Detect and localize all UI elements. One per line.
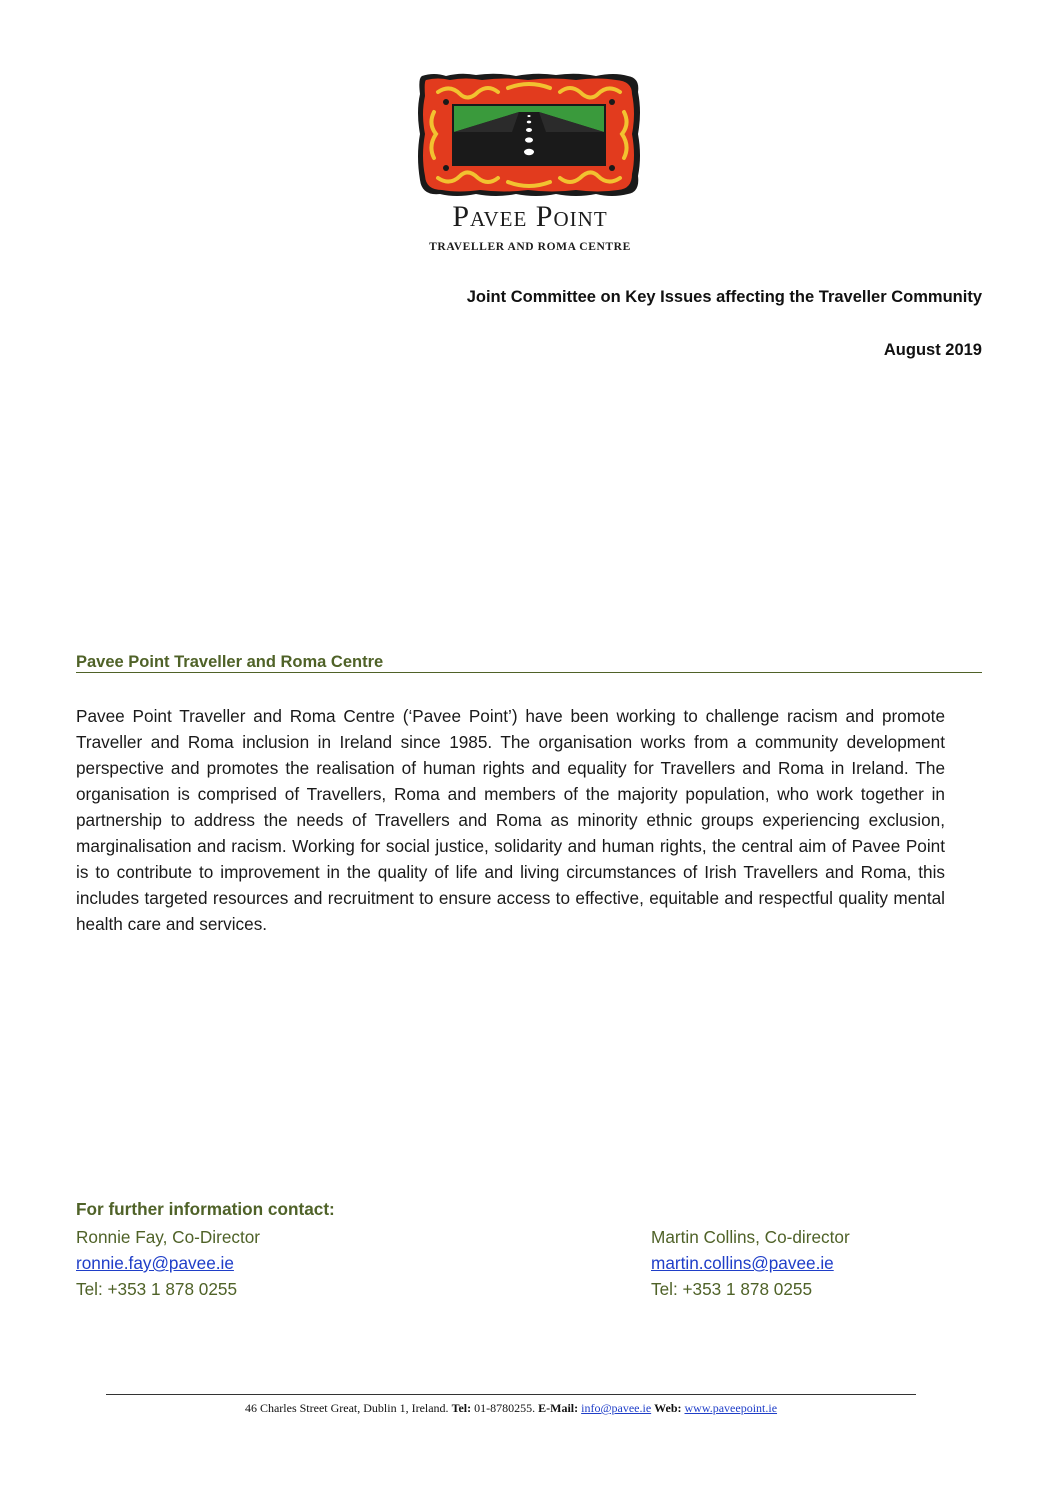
section-heading: Pavee Point Traveller and Roma Centre — [76, 653, 384, 671]
footer-web-link[interactable]: www.paveepoint.ie — [684, 1401, 778, 1415]
contact-tel: Tel: +353 1 878 0255 — [76, 1279, 238, 1299]
contact-martin-collins — [651, 1224, 850, 1302]
footer-divider — [106, 1394, 916, 1395]
contact-email-link[interactable]: ronnie.fay@pavee.ie — [76, 1253, 234, 1273]
document-date: August 2019 — [883, 341, 982, 359]
footer-address: 46 Charles Street Great, Dublin 1, Ireland. — [244, 1401, 449, 1415]
contact-name: Ronnie Fay, Co-Director — [76, 1227, 261, 1247]
footer-tel: 01-8780255. — [474, 1401, 536, 1415]
contact-email-link[interactable]: martin.collins@pavee.ie — [651, 1253, 834, 1273]
pavee-point-logo — [416, 72, 644, 260]
contact-heading: For further information contact: — [76, 1199, 335, 1219]
footer-web-label: Web: — [654, 1401, 682, 1415]
footer-tel-label: Tel: — [451, 1401, 472, 1415]
contact-ronnie-fay — [76, 1224, 260, 1302]
logo-name: Pavee Point — [452, 200, 608, 233]
logo-subtitle: TRAVELLER AND ROMA CENTRE — [429, 241, 631, 253]
section-body-paragraph: Pavee Point Traveller and Roma Centre (‘Pavee Point’) have been working to challenge racism and promote Traveller and Roma inclusion in Ireland since 1985. The organisation works from a community development perspective and promotes the realisation of human rights and equality for Travellers and Roma in Ireland. The organisation is comprised of Travellers, Roma and members of the majority population, who work together in partnership to address the needs of Travellers and Roma as minority ethnic groups experiencing exclusion, marginalisation and racism. Working for social justice, solidarity and human rights, the central aim of Pavee Point is to contribute to improvement in the quality of life and living circumstances of Irish Travellers and Roma, this includes targeted resources and recruitment to ensure access to effective, equitable and respectful quality mental health care and services. — [76, 706, 945, 934]
contact-name: Martin Collins, Co-director — [651, 1227, 850, 1247]
footer-address-line — [106, 1401, 916, 1416]
footer-email-label: E-Mail: — [538, 1401, 579, 1415]
logo-emblem-icon — [416, 72, 642, 198]
contact-tel: Tel: +353 1 878 0255 — [651, 1279, 813, 1299]
document-title: Joint Committee on Key Issues affecting the Traveller Community — [466, 288, 982, 306]
section-divider — [76, 672, 982, 673]
footer-email-link[interactable]: info@pavee.ie — [581, 1401, 652, 1415]
